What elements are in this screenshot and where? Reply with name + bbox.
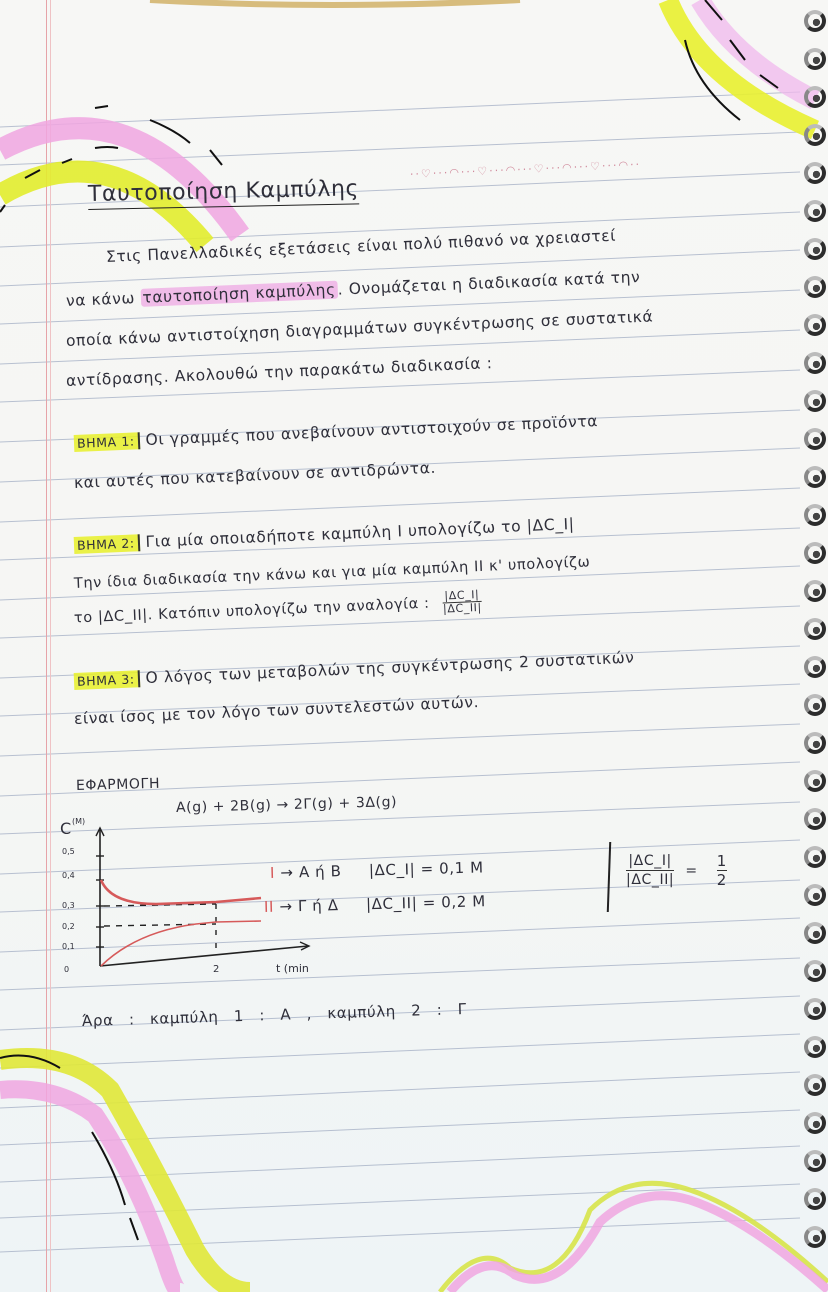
ratio-fraction: [626, 852, 674, 889]
highlighted-term: ταυτοποίηση καμπύλης: [142, 280, 337, 307]
svg-text:(M): (M): [72, 817, 86, 826]
step-3-line-2: είναι ίσος με τον λόγο των συντελεστών αυτών.: [73, 693, 480, 728]
step-1-text: Οι γραμμές που ανεβαίνουν αντιστοιχούν σε προϊόντα: [145, 412, 599, 449]
reaction-equation: A(g) + 2B(g) → 2Γ(g) + 3Δ(g): [175, 794, 398, 816]
intro-line-3: οποία κάνω αντιστοίχηση διαγραμμάτων συγκέντρωσης σε συστατικά: [65, 307, 654, 350]
curve-II-delta: |ΔC_II| = 0,2 M: [365, 892, 487, 914]
ratio-value-numerator: 1: [716, 852, 727, 870]
application-heading: ΕΦΑΡΜΟΓΗ: [75, 775, 161, 794]
application-ratio: [618, 852, 727, 889]
curve-I-label: I: [269, 863, 276, 882]
title-decoration: ··♡···◠···♡···◠···♡···◠···♡···◠··: [409, 157, 642, 181]
intro-text: . Ονομάζεται η διαδικασία κατά την: [337, 267, 641, 299]
step-1-line-2: και αυτές που κατεβαίνουν σε αντιδρώντα.: [73, 458, 437, 492]
ratio-numerator: |ΔC_I|: [444, 588, 480, 603]
x-tick-2: 2: [213, 964, 220, 975]
curve-II-candidates: → Γ ή Δ: [279, 896, 339, 916]
curve-I-delta: |ΔC_I| = 0,1 M: [368, 858, 484, 880]
ratio-equals: =: [685, 862, 698, 879]
step-2-text: Για μία οποιαδήποτε καμπύλη I υπολογίζω το |ΔC_I|: [145, 515, 575, 551]
x-axis-label: t (min: [276, 962, 309, 975]
curve-II-label: II: [263, 897, 275, 916]
ratio-denominator: |ΔC_II|: [626, 872, 675, 888]
svg-text:0,4: 0,4: [62, 871, 75, 880]
ratio-value-denominator: 2: [716, 871, 727, 889]
curve-I-candidates: → A ή B: [280, 862, 342, 882]
ratio-value: [717, 852, 727, 889]
step-3-text: Ο λόγος των μεταβολών της συγκέντρωσης 2 συστατικών: [145, 648, 635, 687]
svg-text:0: 0: [64, 965, 70, 974]
y-axis-label: C: [60, 819, 72, 838]
svg-text:0,5: 0,5: [62, 847, 75, 856]
ratio-fraction: [442, 589, 482, 616]
step-1-label: ΒΗΜΑ 1:: [74, 432, 140, 452]
spiral-binding: [794, 0, 828, 1292]
conclusion: Άρα : καμπύλη 1 : A , καμπύλη 2 : Γ: [81, 999, 467, 1030]
ratio-numerator: |ΔC_I|: [626, 852, 674, 871]
page-title: Ταυτοποίηση Καμπύλης: [88, 176, 360, 210]
ratio-denominator: |ΔC_II|: [442, 600, 483, 616]
svg-text:0,1: 0,1: [62, 942, 75, 951]
intro-line-4: αντίδρασης. Ακολουθώ την παρακάτω διαδικασία :: [65, 354, 493, 390]
step-2-label: ΒΗΜΑ 2:: [74, 534, 140, 554]
step-2-text: το |ΔC_II|. Κατόπιν υπολογίζω την αναλογία :: [73, 595, 430, 627]
step-2-line-2: Την ίδια διαδικασία την κάνω και για μία καμπύλη II κ' υπολογίζω: [73, 554, 591, 592]
curve-II: [101, 921, 261, 966]
svg-text:0,2: 0,2: [62, 922, 75, 931]
intro-text: να κάνω: [65, 289, 136, 310]
intro-line-1: Στις Πανελλαδικές εξετάσεις είναι πολύ πιθανό να χρειαστεί: [105, 226, 617, 266]
svg-text:0,3: 0,3: [62, 901, 75, 910]
curve-I: [101, 880, 261, 904]
step-3-label: ΒΗΜΑ 3:: [74, 670, 140, 690]
